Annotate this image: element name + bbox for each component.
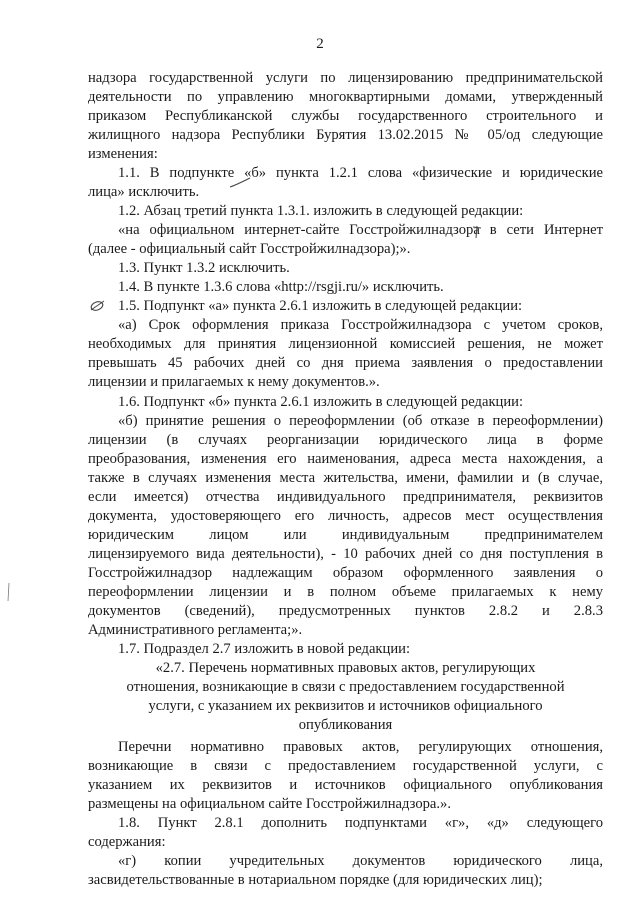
text-line: размещены на официальном сайте Госстройжилнадзора.». — [88, 796, 451, 812]
text-line: если имеется) отчества индивидуального предпринимателя, реквизитов — [88, 489, 603, 505]
text-line: (далее - официальный сайт Госстройжилнадзора);». — [88, 241, 411, 257]
item-1-1: 1.1. В подпункте «б» пункта 1.2.1 слова «физические и юридические — [118, 165, 603, 181]
text-line: «а) Срок оформления приказа Госстройжилнадзора с учетом сроков, — [118, 317, 603, 333]
text-line: Госстройжилнадзор надлежащим образом оформленного заявления о — [88, 565, 603, 581]
pen-mark-icon — [88, 298, 108, 312]
text-line: также в случаях изменения места жительства, имени, фамилии и (в случае, — [88, 470, 603, 486]
text-line: превышать 45 рабочих дней со дня приема заявления о предоставлении — [88, 355, 603, 371]
text-line: переоформлении лицензии и в полном объеме прилагаемых к нему — [88, 584, 603, 600]
text-line: засвидетельствованные в нотариальном порядке (для юридических лиц); — [88, 872, 543, 888]
item-1-7: 1.7. Подраздел 2.7 изложить в новой редакции: — [118, 641, 410, 657]
subsection-heading: опубликования — [298, 717, 393, 733]
text-line: документа, удостоверяющего его личность, адресов мест осуществления — [88, 508, 603, 524]
text-line: надзора государственной услуги по лицензированию предпринимательской — [88, 70, 603, 86]
text-line: жилищного надзора Республики Бурятия 13.02.2015 № 05/од следующие — [88, 127, 603, 143]
text-line: возникающие в связи с предоставлением государственной услуги, с — [88, 758, 603, 774]
text-line: Административного регламента;». — [88, 622, 303, 638]
text-line: лицензии (в случаях реорганизации юридического лица в форме — [88, 432, 603, 448]
subsection-heading: «2.7. Перечень нормативных правовых актов, регулирующих — [155, 660, 536, 676]
text-line: юридическим лицом или индивидуальным предпринимателем — [88, 527, 603, 543]
text-line: Перечни нормативно правовых актов, регулирующих отношения, — [118, 739, 603, 755]
text-line: «г) копии учредительных документов юридического лица, — [118, 853, 603, 869]
item-1-4: 1.4. В пункте 1.3.6 слова «http://rsgji.ru/» исключить. — [118, 279, 444, 295]
item-1-3: 1.3. Пункт 1.3.2 исключить. — [118, 260, 290, 276]
text-line: документов (сведений), предусмотренных пунктов 2.8.2 и 2.8.3 — [88, 603, 603, 619]
text-line: деятельности по управлению многоквартирными домами, утвержденный — [88, 89, 603, 105]
text-line: преобразования, изменения его наименования, адреса места нахождения, а — [88, 451, 603, 467]
text-line: лицензии и прилагаемых к нему документов.». — [88, 374, 380, 390]
text-line: приказом Республиканской службы государственного строительного и — [88, 108, 603, 124]
margin-mark-icon — [6, 582, 12, 602]
text-line: изменения: — [88, 146, 158, 162]
text-line: «б) принятие решения о переоформлении (об отказе в переоформлении) — [118, 413, 603, 429]
subsection-heading: услуги, с указанием их реквизитов и источников официального — [148, 698, 543, 714]
text-line: указанием их реквизитов и источников официального опубликования — [88, 777, 603, 793]
item-1-5: 1.5. Подпункт «а» пункта 2.6.1 изложить в следующей редакции: — [118, 298, 523, 314]
item-1-8: 1.8. Пункт 2.8.1 дополнить подпунктами «г», «д» следующего — [118, 815, 603, 831]
text-line: необходимых для принятия лицензионной комиссией решения, не может — [88, 336, 603, 352]
text-line: содержания: — [88, 834, 166, 850]
pen-mark-icon — [470, 224, 484, 240]
text-line: «на официальном интернет-сайте Госстройжилнадзора в сети Интернет — [118, 222, 603, 238]
text-line: лица» исключить. — [88, 184, 200, 200]
subsection-heading: отношения, возникающие в связи с предоставлением государственной — [126, 679, 565, 695]
text-line: лицензируемого вида деятельности), - 10 рабочих дней со дня поступления в — [88, 546, 603, 562]
page-number: 2 — [316, 36, 324, 52]
pen-mark-icon — [228, 176, 252, 190]
item-1-2: 1.2. Абзац третий пункта 1.3.1. изложить в следующей редакции: — [118, 203, 524, 219]
item-1-6: 1.6. Подпункт «б» пункта 2.6.1 изложить в следующей редакции: — [118, 394, 524, 410]
